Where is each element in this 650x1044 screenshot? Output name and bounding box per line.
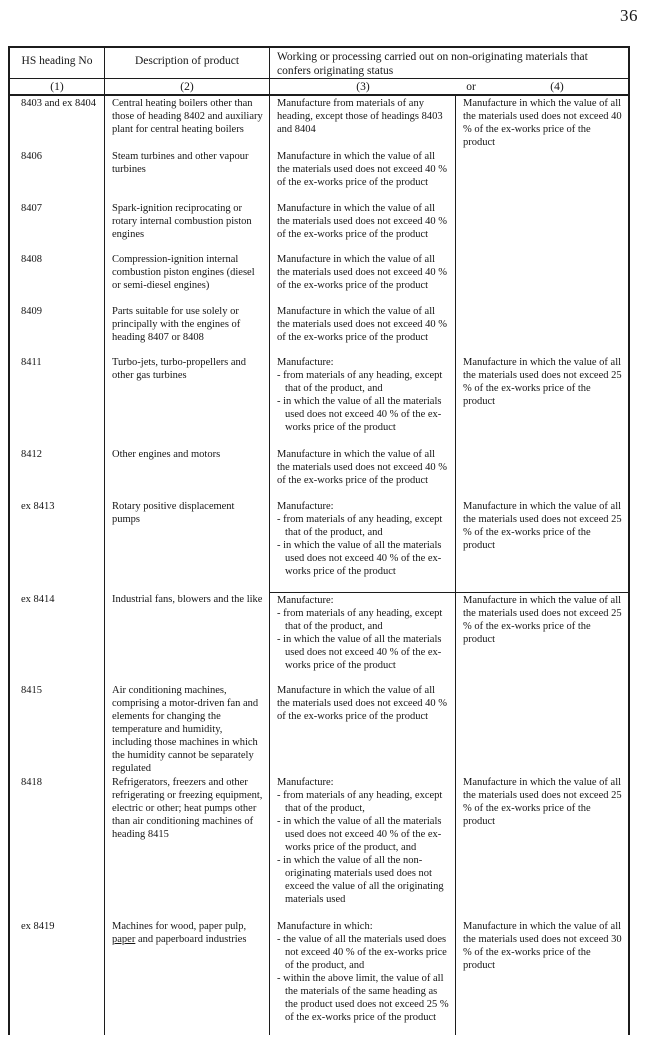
hs-heading-cell: 8408 [10, 252, 105, 304]
rule-col3-cell [270, 96, 456, 149]
description-cell: Compression-ignition internal combustion piston engines (diesel or semi-diesel engines) [105, 252, 270, 304]
rule-paragraph: Manufacture: [277, 595, 334, 606]
rule-col3-cell [270, 499, 456, 592]
rule-col4-cell [456, 252, 628, 304]
description-cell: Air conditioning machines, comprising a motor-driven fan and elements for changing the temperature and humidity, including those machines in which the humidity cannot be separately regulated [105, 683, 270, 775]
column-number-4: (4) [550, 81, 564, 93]
hs-heading-cell: 8407 [10, 201, 105, 252]
rule-col3-cell [270, 919, 456, 1035]
column-number-3-4 [270, 79, 628, 94]
rule-paragraph: Manufacture: [277, 777, 334, 788]
description-cell: Other engines and motors [105, 447, 270, 499]
description-text: and paperboard industries [137, 934, 247, 945]
rule-paragraph: Manufacture in which the value of all the materials used does not exceed 40 % of the ex-works price of the product [277, 254, 447, 291]
hs-heading-cell: 8415 [10, 683, 105, 775]
description-underlined-word: paper [112, 934, 136, 945]
column-number-1: (1) [10, 79, 105, 94]
hs-heading-cell: 8403 and ex 8404 [10, 96, 105, 149]
rule-paragraph: Manufacture in which the value of all the materials used does not exceed 40 % of the ex-works price of the product [277, 306, 447, 343]
hs-heading-cell: ex 8419 [10, 919, 105, 1035]
rule-paragraph: Manufacture in which the value of all the materials used does not exceed 40 % of the ex-works price of the product [277, 151, 447, 188]
rule-col3-cell [270, 149, 456, 201]
rule-bullet: - in which the value of all the non-originating materials used does not exceed the value of all the originating materials used [277, 855, 444, 905]
column-number-row [10, 79, 628, 96]
rule-col4-cell: Manufacture in which the value of all the materials used does not exceed 25 % of the ex-works price of the product [463, 501, 622, 551]
header-working-processing: Working or processing carried out on non-originating materials that confers originating status [277, 51, 588, 77]
hs-heading-cell: ex 8414 [10, 592, 105, 683]
rule-bullet: - from materials of any heading, except that of the product, and [277, 608, 443, 632]
rule-paragraph: Manufacture in which the value of all the materials used does not exceed 40 % of the ex-works price of the product [277, 203, 447, 240]
rule-col4-cell: Manufacture in which the value of all the materials used does not exceed 40 % of the ex-works price of the product [463, 98, 622, 148]
rule-col4-cell: Manufacture in which the value of all the materials used does not exceed 25 % of the ex-works price of the product [463, 357, 622, 407]
rule-paragraph: Manufacture: [277, 501, 334, 512]
description-cell: Spark-ignition reciprocating or rotary internal combustion piston engines [105, 201, 270, 252]
rule-col4-cell [456, 683, 628, 775]
rule-col4-cell: Manufacture in which the value of all the materials used does not exceed 30 % of the ex-works price of the product [463, 921, 622, 971]
rule-paragraph: Manufacture in which the value of all the materials used does not exceed 40 % of the ex-works price of the product [277, 685, 447, 722]
rule-bullet: - from materials of any heading, except that of the product, and [277, 514, 443, 538]
rule-col3-cell [270, 592, 456, 683]
rule-bullet: - within the above limit, the value of all the materials of the same heading as the product used does not exceed 25 % of the ex-works price of the product [277, 973, 449, 1023]
rule-col4-cell [456, 447, 628, 499]
header-description: Description of product [105, 48, 270, 78]
rule-paragraph: Manufacture in which: [277, 921, 373, 932]
description-cell: Industrial fans, blowers and the like [105, 592, 270, 683]
description-cell: Refrigerators, freezers and other refrigerating or freezing equipment, electric or other; heat pumps other than air conditioning machines of heading 8415 [105, 775, 270, 919]
hs-heading-cell: ex 8413 [10, 499, 105, 592]
hs-heading-cell: 8418 [10, 775, 105, 919]
rule-col3-cell [270, 447, 456, 499]
rule-col4-cell: Manufacture in which the value of all the materials used does not exceed 25 % of the ex-works price of the product [456, 592, 628, 683]
page-number: 36 [620, 6, 638, 25]
column-number-2: (2) [105, 79, 270, 94]
rule-paragraph: Manufacture in which the value of all the materials used does not exceed 40 % of the ex-works price of the product [277, 449, 447, 486]
or-label: or [466, 81, 476, 93]
rule-col4-cell: Manufacture in which the value of all the materials used does not exceed 25 % of the ex-works price of the product [463, 777, 622, 827]
hs-heading-cell: 8412 [10, 447, 105, 499]
hs-heading-cell: 8411 [10, 355, 105, 447]
header-hs-heading: HS heading No [10, 48, 105, 78]
hs-heading-cell: 8409 [10, 304, 105, 355]
rule-col3-cell [270, 775, 456, 919]
hs-heading-cell: 8406 [10, 149, 105, 201]
description-cell: Steam turbines and other vapour turbines [105, 149, 270, 201]
description-text: Machines for wood, paper pulp, [112, 921, 247, 932]
rule-col3-cell [270, 304, 456, 355]
table-header-row [10, 48, 628, 79]
origin-rules-table [8, 46, 630, 1035]
description-cell: Central heating boilers other than those of heading 8402 and auxiliary plant for central heating boilers [105, 96, 270, 149]
description-cell [105, 919, 270, 1035]
rule-col3-cell [270, 252, 456, 304]
rule-bullet: - in which the value of all the materials used does not exceed 40 % of the ex-works price of the product, and [277, 816, 442, 853]
rule-col4-cell [456, 304, 628, 355]
table-body [10, 96, 628, 1035]
description-cell: Rotary positive displacement pumps [105, 499, 270, 592]
rule-bullet: - from materials of any heading, except that of the product, and [277, 370, 443, 394]
rule-col3-cell [270, 355, 456, 447]
rule-paragraph: Manufacture: [277, 357, 334, 368]
column-number-3: (3) [356, 81, 370, 93]
rule-bullet: - the value of all the materials used does not exceed 40 % of the ex-works price of the product, and [277, 934, 447, 971]
rule-paragraph: Manufacture from materials of any heading, except those of headings 8403 and 8404 [277, 98, 443, 135]
rule-col4-cell [456, 201, 628, 252]
rule-bullet: - from materials of any heading, except that of the product, [277, 790, 443, 814]
description-cell: Turbo-jets, turbo-propellers and other gas turbines [105, 355, 270, 447]
rule-bullet: - in which the value of all the materials used does not exceed 40 % of the ex-works price of the product [277, 540, 442, 577]
rule-bullet: - in which the value of all the materials used does not exceed 40 % of the ex-works price of the product [277, 634, 442, 671]
rule-col3-cell [270, 201, 456, 252]
rule-col3-cell [270, 683, 456, 775]
rule-bullet: - in which the value of all the materials used does not exceed 40 % of the ex-works price of the product [277, 396, 442, 433]
description-cell: Parts suitable for use solely or principally with the engines of heading 8407 or 8408 [105, 304, 270, 355]
rule-col4-cell [456, 149, 628, 201]
